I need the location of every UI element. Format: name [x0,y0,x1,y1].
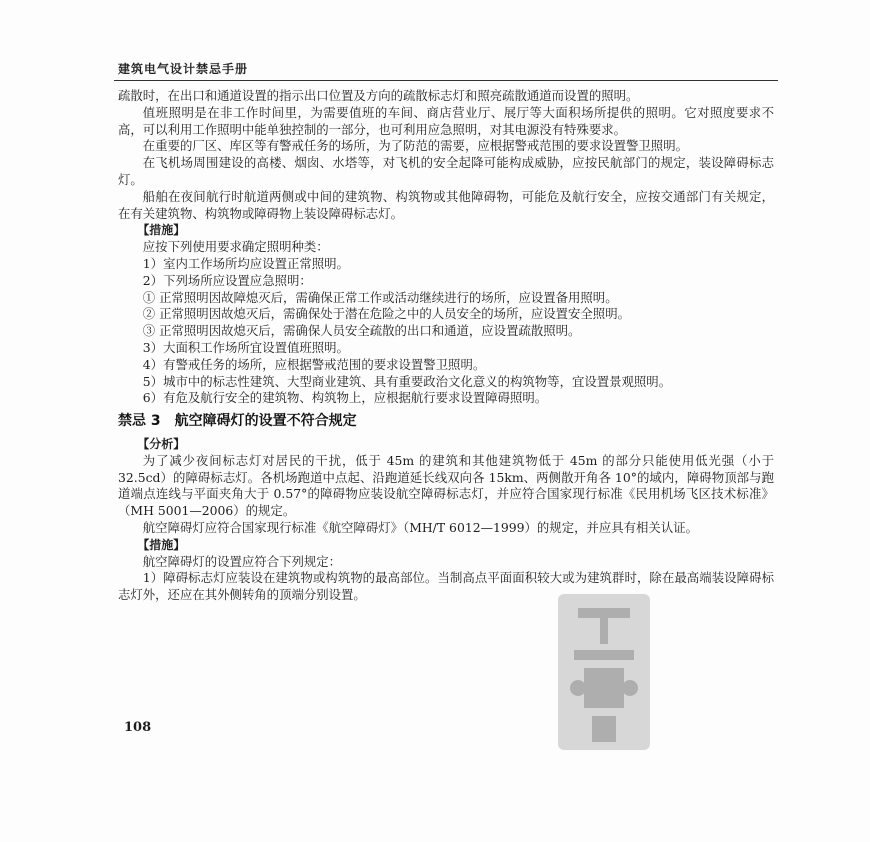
measure-item: 3）大面积工作场所宜设置值班照明。 [142,339,349,355]
paragraph: 在重要的厂区、库区等有警戒任务的场所，为了防范的需要，应根据警戒范围的要求设置警卫照明。 [142,138,688,154]
header-rule [114,80,778,81]
running-header: 建筑电气设计禁忌手册 [118,62,249,76]
page-body [118,88,774,604]
measure-item: 应按下列使用要求确定照明种类： [142,239,329,255]
measure-item: 4）有警戒任务的场所，应根据警戒范围的要求设置警卫照明。 [142,356,486,372]
measure-item: ③ 正常照明因故熄灭后，需确保人员安全疏散的出口和通道，应设置疏散照明。 [142,323,581,339]
measure-item: 1）障碍标志灯应装设在建筑物或构筑物的最高部位。当制高点平面面积较大或为建筑群时，除在最高端装设障碍标志灯外，还应在其外侧转角的顶端分别设置。 [118,570,774,603]
analysis-list [118,453,774,537]
measure-item: 航空障碍灯的设置应符合下列规定： [142,553,342,569]
measure-item: 5）城市中的标志性建筑、大型商业建筑、具有重要政治文化意义的构筑物等，宜设置景观照明。 [142,373,672,389]
measures-list [118,239,774,407]
seal-watermark [548,588,660,756]
measure-item: 6）有危及航行安全的建筑物、构筑物上，应根据航行要求设置障碍照明。 [142,390,548,406]
analysis-paragraph: 为了减少夜间标志灯对居民的干扰，低于 45m 的建筑和其他建筑物低于 45m 的部分只能使用低光强（小于 32.5cd）的障碍标志灯。各机场跑道中点起、沿跑道延长线双向各 15km、两侧散开角各 10°的域内，障碍物顶部与跑道端点连线与平面夹角大于 0.57°的障碍物应装设航空障碍标志灯，并应符合国家现行标准《民用机场飞区技术标准》（MH 5001—2006）的规定。 [118,452,774,519]
paragraph: 船舶在夜间航行时航道两侧或中间的建筑物、构筑物或其他障碍物，可能危及航行安全，应按交通部门有关规定，在有关建筑物、构筑物或障碍物上装设障碍标志灯。 [118,188,774,221]
intro-paragraphs [118,88,774,222]
analysis-paragraph: 航空障碍灯应符合国家现行标准《航空障碍灯》（MH/T 6012—1999）的规定，并应具有相关认证。 [142,519,698,535]
page-number: 108 [124,720,152,735]
measures-list [118,554,774,604]
paragraph: 值班照明是在非工作时间里，为需要值班的车间、商店营业厅、展厅等大面积场所提供的照明。它对照度要求不高，可以利用工作照明中能单独控制的一部分，也可利用应急照明，对其电源没有特殊要求。 [118,104,774,137]
section-heading [118,413,774,430]
measure-item: ① 正常照明因故障熄灭后，需确保正常工作或活动继续进行的场所，应设置备用照明。 [142,289,618,305]
section-number: 禁忌 3 [118,413,161,430]
measure-item: ② 正常照明因故熄灭后，需确保处于潜在危险之中的人员安全的场所，应设置安全照明。 [142,306,630,322]
analysis-label: 【分析】 [137,436,186,451]
measure-item: 1）室内工作场所均应设置正常照明。 [142,255,349,271]
paragraph: 在飞机场周围建设的高楼、烟囱、水塔等，对飞机的安全起降可能构成威胁，应按民航部门的规定，装设障碍标志灯。 [118,155,774,187]
section-title: 航空障碍灯的设置不符合规定 [174,413,357,430]
measure-item: 2）下列场所应设置应急照明： [142,272,312,288]
measures-label: 【措施】 [137,223,186,238]
measures-label: 【措施】 [137,537,186,552]
paragraph: 疏散时，在出口和通道设置的指示出口位置及方向的疏散标志灯和照亮疏散通道而设置的照明。 [118,88,639,103]
